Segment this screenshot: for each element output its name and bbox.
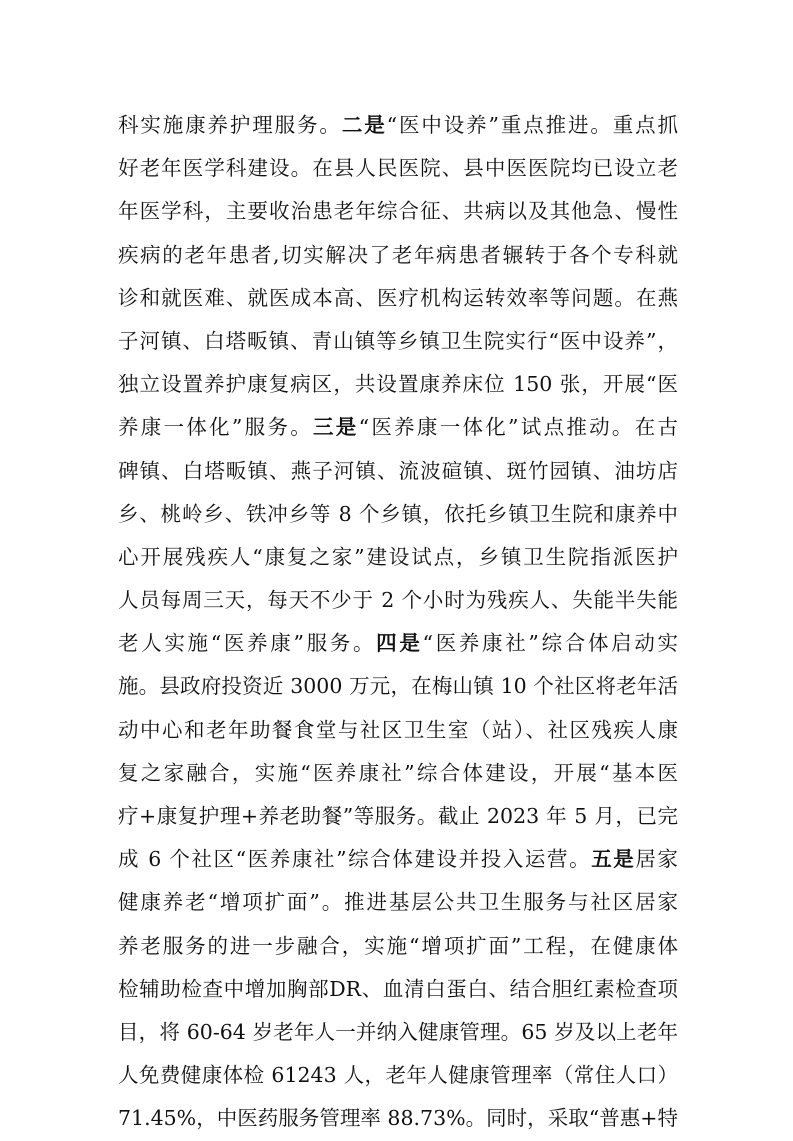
text-segment: 居家 xyxy=(635,847,678,872)
text-segment: 年医学科，主要收治患老年综合征、共病以及其他急、慢性 xyxy=(118,199,678,224)
text-segment: 独立设置养护康复病区，共设置康养床位 150 张，开展“医 xyxy=(118,372,678,397)
text-segment: “医养康一体化”试点推动。在古 xyxy=(358,415,678,440)
text-line-11 xyxy=(118,536,678,579)
text-segment: 科实施康养护理服务。 xyxy=(118,113,342,137)
bold-marker-si-shi: 四是 xyxy=(376,631,423,656)
text-segment: 疗+康复护理+养老助餐”等服务。截止 2023 年 5 月，已完 xyxy=(118,804,678,828)
text-line-13 xyxy=(118,622,678,665)
text-line-14 xyxy=(118,665,678,708)
text-segment: 心开展残疾人“康复之家”建设试点，乡镇卫生院指派医护 xyxy=(118,544,678,569)
text-segment: 诊和就医难、就医成本高、医疗机构运转效率等问题。在燕 xyxy=(118,285,678,310)
text-segment: “医养康社”综合体启动实 xyxy=(422,631,678,656)
text-line-9 xyxy=(118,450,678,493)
text-segment: 目，将 60-64 岁老年人一并纳入健康管理。65 岁及以上老年 xyxy=(118,1019,678,1044)
text-line-1 xyxy=(118,104,678,147)
text-line-23 xyxy=(118,1054,678,1097)
text-segment: 子河镇、白塔畈镇、青山镇等乡镇卫生院实行“医中设养”， xyxy=(118,328,678,353)
text-line-17 xyxy=(118,795,678,838)
text-line-15 xyxy=(118,709,678,752)
text-line-5 xyxy=(118,277,678,320)
text-segment: 养康一体化”服务。 xyxy=(118,415,314,440)
text-segment: 成 6 个社区“医养康社”综合体建设并投入运营。 xyxy=(118,847,592,872)
text-segment: 人免费健康体检 61243 人，老年人健康管理率（常住人口） xyxy=(118,1063,678,1088)
text-line-16 xyxy=(118,752,678,795)
text-segment: 71.45%，中医药服务管理率 88.73%。同时，采取“普惠+特 xyxy=(118,1106,678,1131)
text-line-19 xyxy=(118,881,678,924)
text-line-6 xyxy=(118,320,678,363)
text-segment: 人员每周三天，每天不少于 2 个小时为残疾人、失能半失能 xyxy=(118,588,678,613)
text-line-4 xyxy=(118,234,678,277)
text-segment: 好老年医学科建设。在县人民医院、县中医医院均已设立老 xyxy=(118,156,678,181)
text-segment: 乡、桃岭乡、铁冲乡等 8 个乡镇，依托乡镇卫生院和康养中 xyxy=(118,501,678,526)
text-line-21 xyxy=(118,968,678,1011)
text-segment: 老人实施“医养康”服务。 xyxy=(118,631,377,656)
bold-marker-wu-shi: 五是 xyxy=(591,847,636,872)
text-line-18 xyxy=(118,838,678,881)
text-line-22 xyxy=(118,1011,678,1054)
text-line-12 xyxy=(118,579,678,622)
document-page xyxy=(118,104,678,1141)
text-segment: 碑镇、白塔畈镇、燕子河镇、流波碹镇、斑竹园镇、油坊店 xyxy=(118,458,678,483)
text-line-3 xyxy=(118,190,678,233)
bold-marker-er-shi: 二是 xyxy=(341,113,387,137)
text-segment: 复之家融合，实施“医养康社”综合体建设，开展“基本医 xyxy=(118,760,678,785)
text-line-10 xyxy=(118,493,678,536)
text-line-2 xyxy=(118,147,678,190)
bold-marker-san-shi: 三是 xyxy=(313,415,359,440)
text-segment: 检辅助检查中增加胸部DR、血清白蛋白、结合胆红素检查项 xyxy=(118,976,678,1001)
text-segment: 疾病的老年患者,切实解决了老年病患者辗转于各个专科就 xyxy=(118,242,678,267)
text-line-7 xyxy=(118,363,678,406)
text-line-24 xyxy=(118,1097,678,1140)
text-segment: 养老服务的进一步融合，实施“增项扩面”工程，在健康体 xyxy=(118,933,678,958)
text-segment: 施。县政府投资近 3000 万元，在梅山镇 10 个社区将老年活 xyxy=(118,674,678,699)
text-line-8 xyxy=(118,406,678,449)
text-line-20 xyxy=(118,925,678,968)
text-segment: 健康养老“增项扩面”。推进基层公共卫生服务与社区居家 xyxy=(118,890,678,915)
text-segment: 动中心和老年助餐食堂与社区卫生室（站）、社区残疾人康 xyxy=(118,717,678,742)
text-segment: “医中设养”重点推进。重点抓 xyxy=(386,113,678,137)
